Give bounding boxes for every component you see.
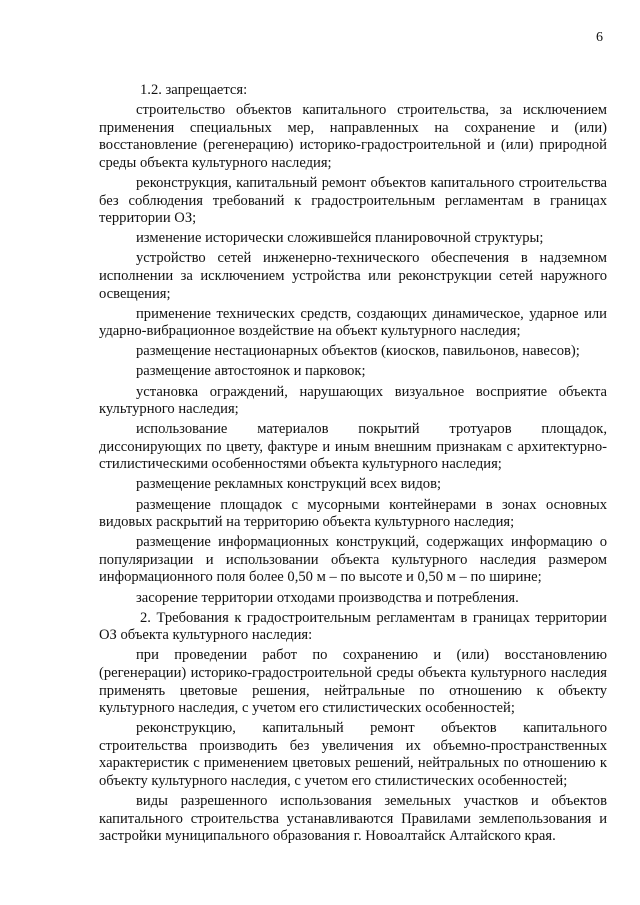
list-item: использование материалов покрытий тротуаров площадок, диссонирующих по цвету, фактуре и иным внешним признакам с архитектурно-стилистическими особенностями объекта культурного наследия; xyxy=(99,421,607,473)
document-body xyxy=(99,82,607,848)
list-item: изменение исторически сложившейся планировочной структуры; xyxy=(136,230,544,247)
list-item: реконструкцию, капитальный ремонт объектов капитального строительства производить без увеличения их объемно-пространственных характеристик с применением цветовых решений, нейтральных по отношению к объекту культурного наследия, с учетом его стилистических особенностей; xyxy=(99,720,607,789)
list-item: применение технических средств, создающих динамическое, ударное или ударно-вибрационное воздействие на объект культурного наследия; xyxy=(99,305,607,340)
list-item: размещение автостоянок и парковок; xyxy=(136,363,366,380)
page-number: 6 xyxy=(596,30,603,45)
list-item: виды разрешенного использования земельных участков и объектов капитального строительства устанавливаются Правилами землепользования и застройки муниципального образования г. Новоалтайск Алтайского края. xyxy=(99,793,607,845)
list-item: реконструкция, капитальный ремонт объектов капитального строительства без соблюдения требований к градостроительным регламентам в границах территории ОЗ; xyxy=(99,174,607,227)
list-item: устройство сетей инженерно-технического обеспечения в надземном исполнении за исключением устройства или реконструкции сетей наружного освещения; xyxy=(99,250,607,302)
list-item: размещение информационных конструкций, содержащих информацию о популяризации и использовании объекта культурного наследия размером информационного поля более 0,50 м – по высоте и 0,50 м – по ширине; xyxy=(99,534,607,586)
section-heading: 2. Требования к градостроительным регламентам в границах территории ОЗ объекта культурного наследия: xyxy=(99,609,607,644)
list-item: при проведении работ по сохранению и (или) восстановлению (регенерации) историко-градостроительной среды объекта культурного наследия применять цветовые решения, нейтральные по отношению к объекту культурного наследия, с учетом его стилистических особенностей; xyxy=(99,647,607,717)
list-item: засорение территории отходами производства и потребления. xyxy=(136,589,519,606)
list-item: размещение нестационарных объектов (киосков, павильонов, навесов); xyxy=(136,343,580,360)
list-item: размещение площадок с мусорными контейнерами в зонах основных видовых раскрытий на территорию объекта культурного наследия; xyxy=(99,496,607,531)
list-item: размещение рекламных конструкций всех видов; xyxy=(136,476,442,493)
list-item: установка ограждений, нарушающих визуальное восприятие объекта культурного наследия; xyxy=(99,383,607,418)
section-heading: 1.2. запрещается: xyxy=(140,82,248,98)
list-item: строительство объектов капитального строительства, за исключением применения специальных мер, направленных на сохранение и (или) восстановление (регенерацию) историко-градостроительной и (или) природной среды объекта культурного наследия; xyxy=(99,102,607,171)
